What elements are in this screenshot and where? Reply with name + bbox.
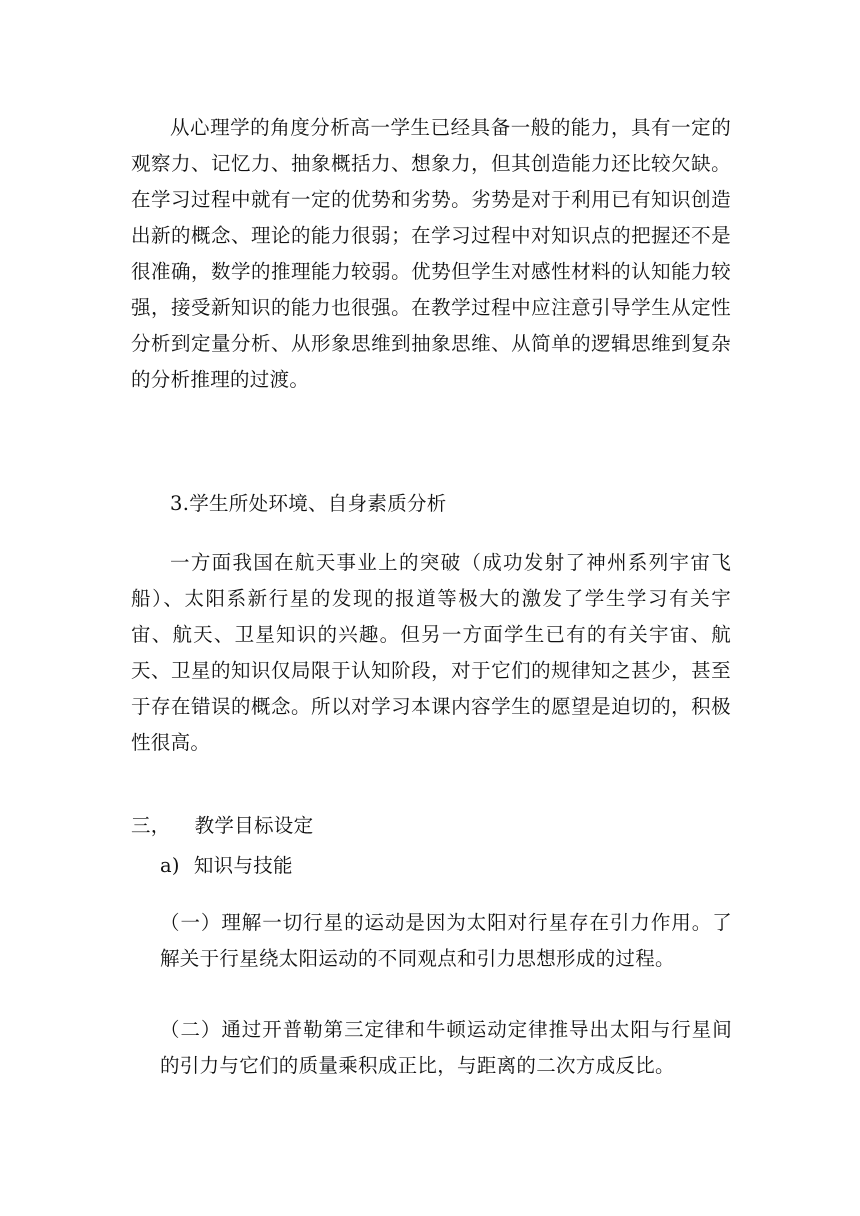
subsection-title: 知识与技能 — [193, 854, 293, 877]
environment-heading: 3.学生所处环境、自身素质分析 — [170, 492, 447, 515]
subsection-heading — [160, 848, 720, 884]
subsection-marker: a) — [160, 854, 180, 877]
section-heading — [131, 808, 731, 844]
goal-item-2: （二）通过开普勒第三定律和牛顿运动定律推导出太阳与行星间的引力与它们的质量乘积成正比，与距离的二次方成反比。 — [160, 1018, 732, 1077]
section-number: 三， — [131, 814, 171, 837]
psychology-paragraph: 从心理学的角度分析高一学生已经具备一般的能力，具有一定的观察力、记忆力、抽象概括力、想象力，但其创造能力还比较欠缺。在学习过程中就有一定的优势和劣势。劣势是对于利用已有知识创造出新的概念、理论的能力很弱；在学习过程中对知识点的把握还不是很准确，数学的推理能力较弱。优势但学生对感性材料的认知能力较强，接受新知识的能力也很强。在教学过程中应注意引导学生从定性分析到定量分析、从形象思维到抽象思维、从简单的逻辑思维到复杂的分析推理的过渡。 — [131, 116, 731, 391]
goal-item-1: （一）理解一切行星的运动是因为太阳对行星存在引力作用。了解关于行星绕太阳运动的不同观点和引力思想形成的过程。 — [160, 911, 732, 970]
section-title: 教学目标设定 — [194, 814, 314, 837]
environment-paragraph: 一方面我国在航天事业上的突破（成功发射了神州系列宇宙飞船）、太阳系新行星的发现的报道等极大的激发了学生学习有关宇宙、航天、卫星知识的兴趣。但另一方面学生已有的有关宇宙、航天、卫星的知识仅局限于认知阶段，对于它们的规律知之甚少，甚至于存在错误的概念。所以对学习本课内容学生的愿望是迫切的，积极性很高。 — [131, 551, 731, 754]
